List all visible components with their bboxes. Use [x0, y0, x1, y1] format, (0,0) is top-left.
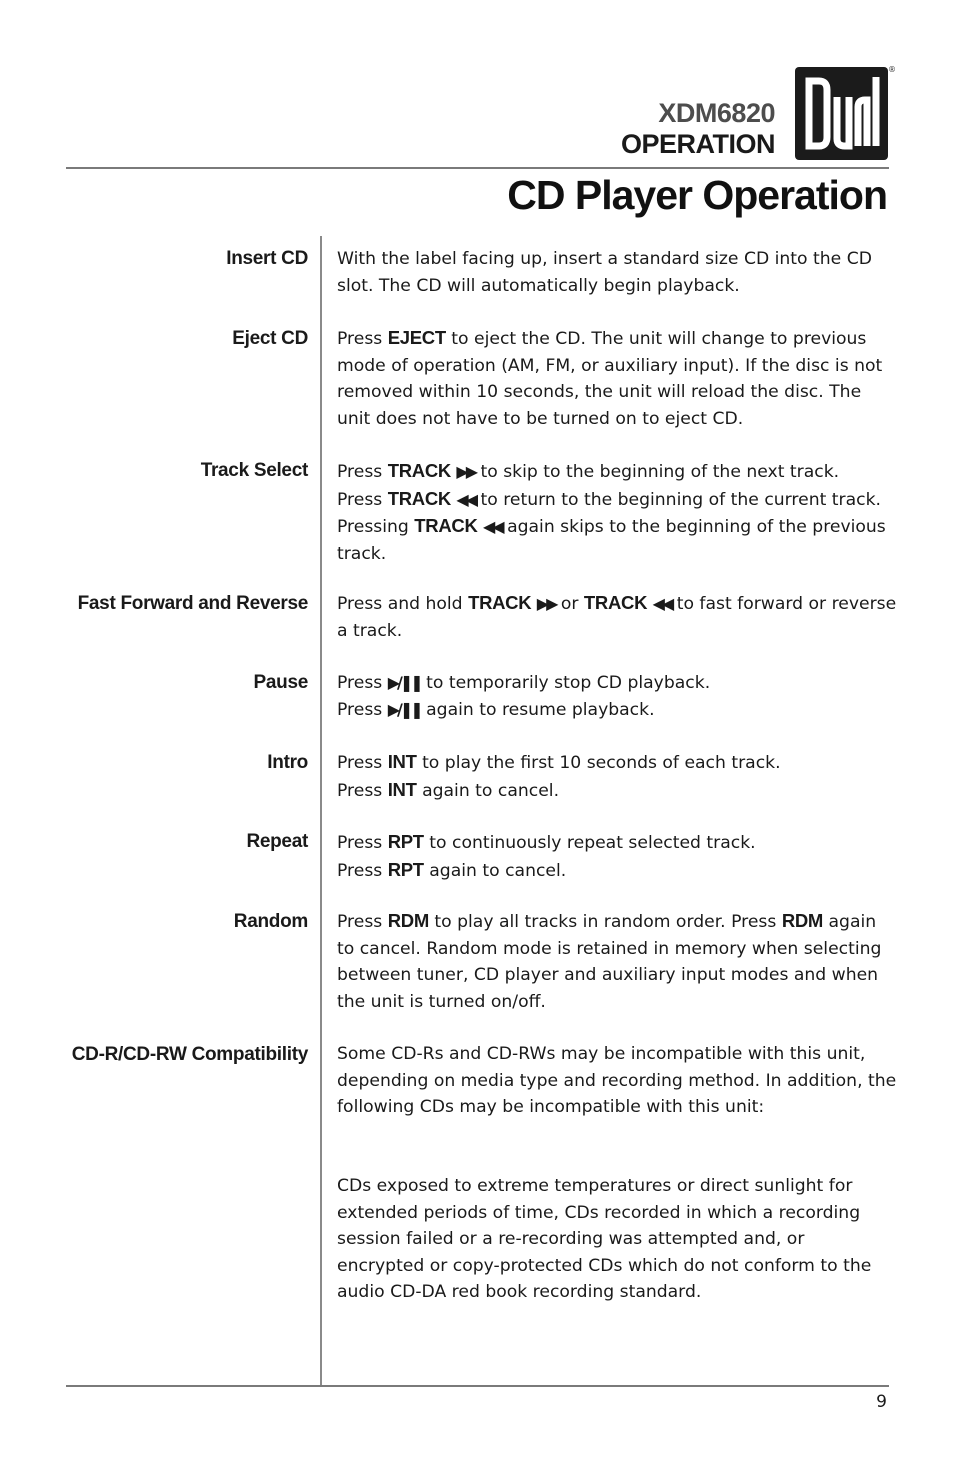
intro-pre: Press — [337, 753, 388, 773]
label-track-select: Track Select — [200, 460, 308, 481]
next-track-icon: ▶▶ — [536, 594, 556, 613]
track-l1-post: to skip to the beginning of the next track. — [480, 462, 840, 482]
eject-post: to eject the CD. The unit will change to previous mode of operation (AM, FM, or auxiliary input). If the disc is not removed within 10 seconds, the unit will reload the disc. The unit does not have to be turned on to eject CD. — [337, 329, 883, 429]
intro-key: INT — [387, 778, 417, 800]
page-number: 9 — [876, 1392, 887, 1412]
compat-paragraph-1: Some CD-Rs and CD-RWs may be incompatible with this unit, depending on media type and recording method. In addition, the following CDs may be incompatible with this unit: — [337, 1044, 897, 1117]
random-post: again to cancel. Random mode is retained in memory when selecting between tuner, CD player and auxiliary input modes and when the unit is turned on/off. — [337, 912, 882, 1012]
pause-pre: Press — [337, 699, 388, 720]
label-repeat: Repeat — [246, 831, 308, 852]
track-key: TRACK — [414, 515, 478, 536]
random-key: RDM — [387, 910, 429, 931]
top-divider — [66, 167, 889, 169]
column-divider — [320, 236, 322, 1387]
intro-l1-post: to play the first 10 seconds of each track. — [416, 753, 781, 773]
eject-pre: Press — [337, 329, 388, 349]
label-intro: Intro — [267, 752, 308, 773]
intro-pre: Press — [337, 780, 388, 801]
track-l2-pre: Press — [337, 489, 388, 510]
prev-track-icon: ◀◀ — [456, 489, 476, 509]
pause-l2-post: again to resume playback. — [420, 699, 655, 720]
ff-key: TRACK — [583, 592, 648, 613]
track-l2-post: to return to the beginning of the current track. Pressing — [337, 489, 881, 537]
repeat-l1-post: to continuously repeat selected track. — [423, 833, 756, 853]
text-eject-cd — [337, 325, 897, 432]
header-title — [500, 98, 775, 160]
random-key: RDM — [781, 910, 824, 931]
compat-paragraph-2: CDs exposed to extreme temperatures or direct sunlight for extended periods of time, CDs recorded in which a recording session failed or a re-recording was attempted and, or encrypted or copy-protected CDs which do not conform to the audio CD-DA red book recording standard. — [337, 1176, 872, 1302]
intro-key: INT — [387, 751, 417, 772]
bottom-divider — [66, 1385, 889, 1387]
play-pause-icon: ▶/❚❚ — [387, 673, 421, 692]
random-mid: to play all tracks in random order. Press — [428, 912, 782, 932]
text-insert-cd — [337, 246, 897, 299]
text-pause — [337, 670, 897, 723]
prev-track-icon: ◀◀ — [652, 594, 672, 613]
next-track-icon: ▶▶ — [456, 462, 476, 481]
label-eject-cd: Eject CD — [232, 328, 308, 349]
text-compatibility-2 — [337, 1173, 897, 1306]
text-repeat — [337, 829, 897, 884]
text-compatibility — [337, 1041, 897, 1121]
pause-pre: Press — [337, 673, 388, 693]
track-key: TRACK — [387, 487, 451, 509]
eject-key: EJECT — [387, 327, 446, 348]
text-fast-forward — [337, 590, 897, 644]
track-key: TRACK — [387, 460, 451, 481]
ff-post: to fast forward or reverse a track. — [337, 594, 897, 641]
page-title: CD Player Operation — [507, 172, 887, 218]
label-random: Random — [233, 911, 308, 932]
intro-l2-post: again to cancel. — [416, 780, 560, 801]
track-l3-post: again skips to the beginning of the previous track. — [337, 517, 886, 564]
label-insert-cd: Insert CD — [226, 248, 308, 269]
text-random — [337, 908, 897, 1015]
repeat-l2-post: again to cancel. — [423, 860, 567, 881]
text-track-select — [337, 458, 897, 567]
track-l1-pre: Press — [337, 462, 388, 482]
ff-key: TRACK — [468, 592, 532, 613]
repeat-pre: Press — [337, 833, 388, 853]
registered-mark: ® — [888, 65, 896, 74]
insert-cd-paragraph: With the label facing up, insert a standard size CD into the CD slot. The CD will automatically begin playback. — [337, 249, 872, 296]
header-section: OPERATION — [620, 129, 775, 159]
repeat-key: RPT — [387, 831, 424, 852]
label-pause: Pause — [253, 672, 308, 693]
label-compatibility: CD-R/CD-RW Compatibility — [71, 1044, 308, 1065]
ff-mid: or — [555, 594, 584, 614]
repeat-pre: Press — [337, 860, 388, 881]
play-pause-icon: ▶/❚❚ — [387, 699, 421, 719]
ff-pre: Press and hold — [337, 594, 469, 614]
text-intro — [337, 749, 897, 804]
prev-track-icon: ◀◀ — [483, 517, 502, 536]
repeat-key: RPT — [387, 858, 424, 880]
dual-logo — [795, 67, 888, 160]
model-number: XDM6820 — [658, 98, 775, 128]
pause-l1-post: to temporarily stop CD playback. — [420, 673, 711, 693]
random-pre: Press — [337, 912, 388, 932]
label-fast-forward: Fast Forward and Reverse — [77, 593, 308, 614]
